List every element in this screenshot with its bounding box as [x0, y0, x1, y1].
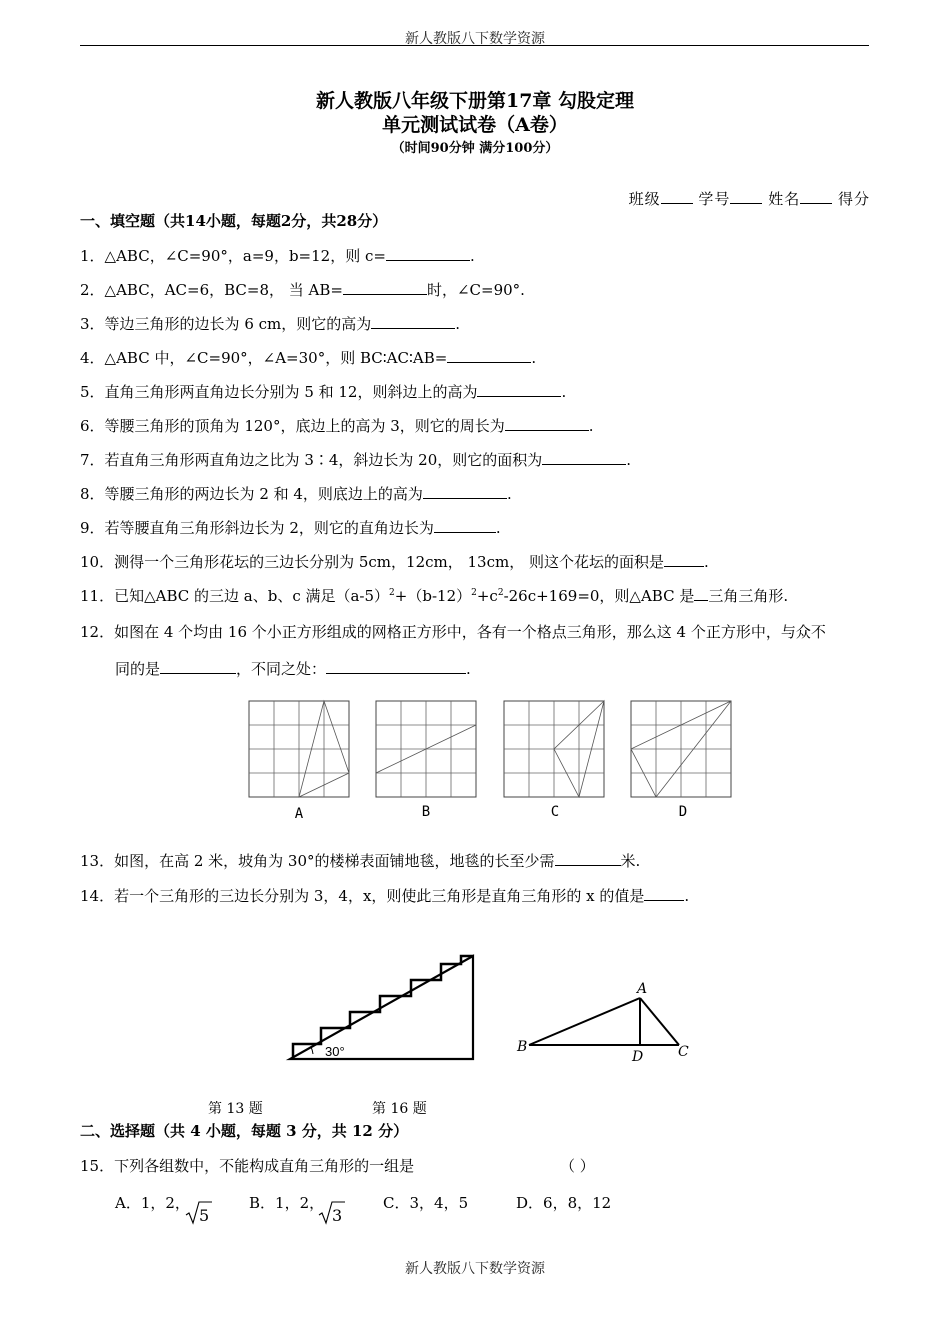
name-blank[interactable] [800, 189, 832, 204]
grid-b [376, 701, 476, 797]
point-a-label: A [637, 981, 648, 997]
option-b-radicand: 3 [332, 1206, 343, 1225]
q13-answer-blank[interactable] [555, 851, 621, 866]
question-10: 10．测得一个三角形花坛的三边长分别为 5cm，12cm， 13cm， 则这个花坛的面积是 . [80, 553, 709, 571]
title-line1: 新人教版八年级下册第17章 勾股定理 [315, 90, 635, 112]
question-12-line2: 同的是 ，不同之处： . [115, 660, 471, 678]
question-5: 5．直角三角形两直角边长分别为 5 和 12，则斜边上的高为 . [80, 383, 567, 401]
title-line2: 单元测试试卷（A卷） [382, 114, 568, 136]
grid-figures [240, 696, 745, 826]
option-b-sqrt [318, 1200, 346, 1230]
page-header: 新人教版八下数学资源 [405, 31, 545, 47]
score-label: 得分 [837, 190, 870, 208]
question-3: 3．等边三角形的边长为 6 cm，则它的高为 . [80, 315, 461, 333]
option-b[interactable]: B．1，2， [249, 1194, 325, 1212]
q2-answer-blank[interactable] [343, 280, 427, 295]
q12-answer-blank[interactable] [160, 659, 236, 674]
grid-d [631, 701, 731, 797]
question-7: 7．若直角三角形两直角边之比为 3∶4，斜边长为 20，则它的面积为 . [80, 451, 632, 469]
class-blank[interactable] [661, 189, 693, 204]
q1-answer-blank[interactable] [386, 246, 470, 261]
question-8: 8．等腰三角形的两边长为 2 和 4，则底边上的高为 . [80, 485, 512, 503]
option-d[interactable]: D．6，8，12 [516, 1194, 612, 1212]
id-blank[interactable] [730, 189, 762, 204]
question-2: 2．△ABC，AC=6，BC=8， 当 AB= 时，∠C=90°. [80, 281, 525, 299]
question-12-line1: 12．如图在 4 个均由 16 个小正方形组成的网格正方形中，各有一个格点三角形，那么这 4 个正方形中，与众不 [80, 623, 826, 641]
question-15: 15．下列各组数中，不能构成直角三角形的一组是 [80, 1157, 415, 1175]
grid-a [249, 701, 349, 797]
point-c-label: C [678, 1044, 689, 1060]
grid-label-d: D [678, 804, 688, 820]
question-14: 14．若一个三角形的三边长分别为 3，4，x，则使此三角形是直角三角形的 x 的值是 . [80, 887, 690, 905]
q14-answer-blank[interactable] [644, 886, 684, 901]
q12-reason-blank[interactable] [326, 659, 466, 674]
triangle-figure [512, 975, 697, 1067]
student-info [629, 188, 870, 209]
stairs-figure [285, 950, 480, 1068]
grid-label-c: C [550, 804, 560, 820]
q9-answer-blank[interactable] [434, 518, 496, 533]
question-9: 9．若等腰直角三角形斜边长为 2，则它的直角边长为 . [80, 519, 501, 537]
section1-heading: 一、填空题（共14小题，每题2分，共28分） [80, 212, 388, 230]
q10-answer-blank[interactable] [664, 552, 704, 567]
q7-answer-blank[interactable] [542, 450, 626, 465]
fig13-caption: 第 13 题 [208, 1101, 263, 1117]
option-c[interactable]: C．3，4，5 [383, 1194, 469, 1212]
id-label: 学号 [698, 190, 731, 208]
point-d-label: D [632, 1049, 644, 1065]
question-6: 6．等腰三角形的顶角为 120°，底边上的高为 3，则它的周长为 . [80, 417, 594, 435]
fig16-caption: 第 16 题 [372, 1101, 427, 1117]
question-1: 1．△ABC，∠C=90°，a=9，b=12，则 c= . [80, 247, 475, 265]
grid-label-b: B [421, 804, 431, 820]
option-a-radicand: 5 [199, 1206, 210, 1225]
q4-answer-blank[interactable] [447, 348, 531, 363]
q6-answer-blank[interactable] [505, 416, 589, 431]
question-4: 4．△ABC 中，∠C=90°，∠A=30°，则 BC∶AC∶AB= . [80, 349, 537, 367]
option-a[interactable]: A．1，2， [115, 1194, 190, 1212]
q15-answer-paren[interactable]: （ ） [560, 1157, 595, 1175]
point-b-label: B [517, 1039, 528, 1055]
page-footer: 新人教版八下数学资源 [405, 1261, 545, 1277]
question-13: 13．如图，在高 2 米，坡角为 30°的楼梯表面铺地毯，地毯的长至少需 米. [80, 852, 641, 870]
name-label: 姓名 [768, 190, 801, 208]
sqrt-icon [185, 1200, 213, 1226]
grid-label-a: A [294, 806, 304, 822]
sqrt-icon [318, 1200, 346, 1226]
class-label: 班级 [628, 190, 661, 208]
q11-answer-blank[interactable] [694, 586, 708, 601]
q3-answer-blank[interactable] [371, 314, 455, 329]
q5-answer-blank[interactable] [477, 382, 561, 397]
grid-c [504, 701, 604, 797]
title-subtitle: （时间90分钟 满分100分） [391, 141, 559, 156]
option-a-sqrt [185, 1200, 213, 1230]
q8-answer-blank[interactable] [423, 484, 507, 499]
section2-heading: 二、选择题（共 4 小题，每题 3 分，共 12 分） [80, 1122, 409, 1140]
header-rule [80, 45, 869, 46]
angle-30-label: 30° [325, 1044, 345, 1059]
question-11: 11．已知△ABC 的三边 a、b、c 满足$(a-5)^2+(b-12)^2+c^2-26c+169=0$，则△ABC 是 三角三角形. [80, 587, 789, 605]
